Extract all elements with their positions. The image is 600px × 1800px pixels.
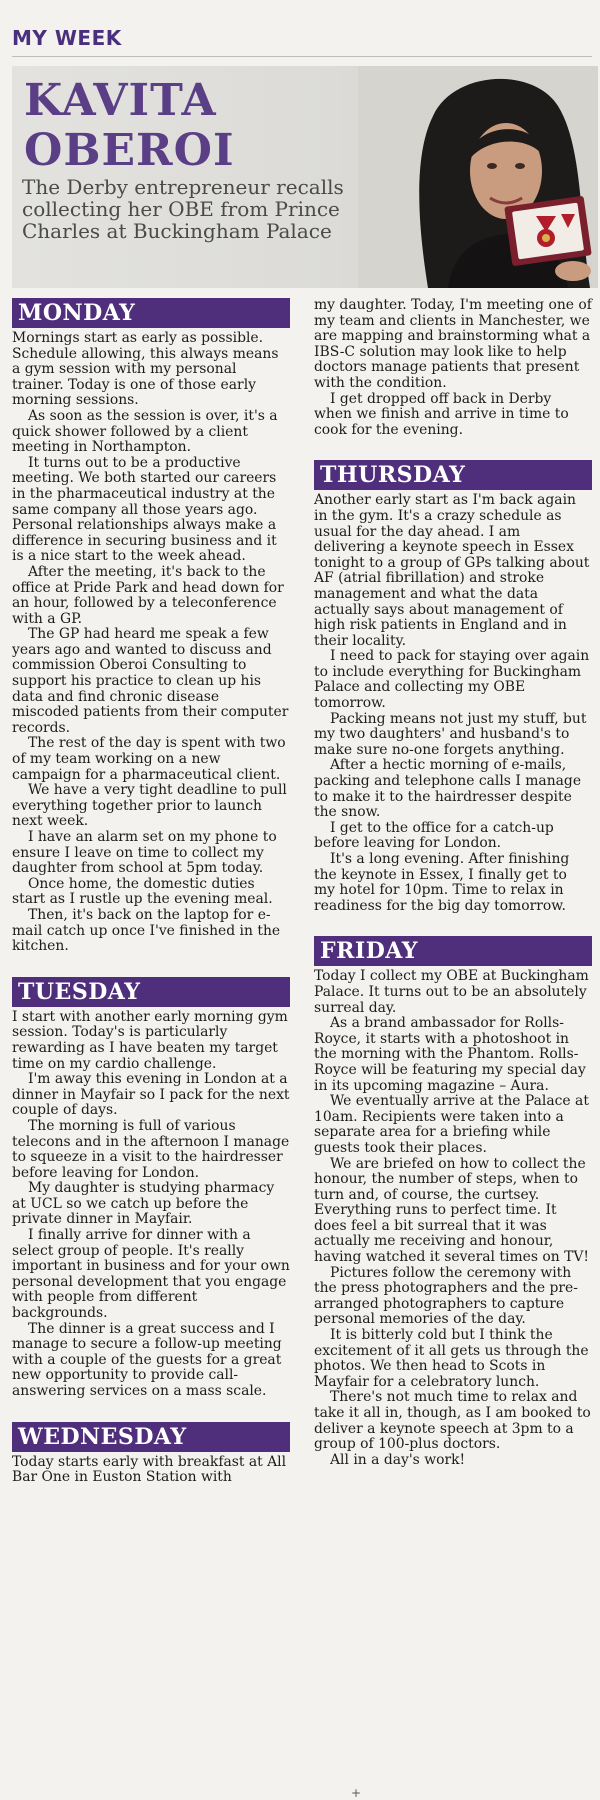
wednesday-paragraph: I get dropped off back in Derby when we finish and arrive in time to cook for the evening. [314, 390, 569, 438]
day-heading-wednesday: WEDNESDAY [12, 1422, 290, 1452]
friday-paragraph: As a brand ambassador for Rolls-Royce, it starts with a photoshoot in the morning with the Phantom. Rolls-Royce will be featuring my special day in its upcoming magazine – Aura. [314, 1015, 586, 1094]
hero-banner [12, 66, 598, 288]
friday-paragraph: Today I collect my OBE at Buckingham Palace. It turns out to be an absolutely surreal day. [314, 968, 589, 1016]
monday-paragraph: It turns out to be a productive meeting. We both started our careers in the pharmaceutical industry at the same company all those years ago. Personal relationships always make a difference in securing business and it is a nice start to the week ahead. [12, 454, 277, 565]
wednesday-paragraph-start: Today starts early with breakfast at All Bar One in Euston Station with [12, 1453, 287, 1486]
tuesday-paragraph: I start with another early morning gym session. Today's is particularly rewarding as I have beaten my target time on my cardio challenge. [12, 1008, 288, 1072]
monday-paragraph: The GP had heard me speak a few years ago and wanted to discuss and commission Oberoi Consulting to support his practice to clean up his data and find chronic disease miscoded patients from their computer records. [12, 626, 289, 736]
column-left [12, 298, 290, 1486]
thursday-paragraph: After a hectic morning of e-mails, packing and telephone calls I manage to make it to the hairdresser despite the snow. [314, 757, 582, 821]
monday-paragraph: The rest of the day is spent with two of my team working on a new campaign for a pharmaceutical client. [12, 735, 286, 783]
tuesday-paragraph: I'm away this evening in London at a dinner in Mayfair so I pack for the next couple of days. [12, 1071, 290, 1119]
day-heading-friday: FRIDAY [314, 936, 592, 966]
article-end-mark: + [351, 1786, 362, 1800]
friday-paragraph: We eventually arrive at the Palace at 10am. Recipients were taken into a separate area for a briefing while guests took their places. [314, 1093, 589, 1156]
monday-paragraph: Mornings start as early as possible. Schedule allowing, this always means a gym session with my personal trainer. Today is one of those early morning sessions. [12, 330, 279, 409]
thursday-paragraph: Packing means not just my stuff, but my two daughters' and husband's to make sure no-one forgets anything. [314, 710, 587, 758]
day-heading-monday: MONDAY [12, 298, 290, 328]
monday-paragraph: As soon as the session is over, it's a quick shower followed by a client meeting in Northampton. [12, 407, 278, 456]
day-heading-thursday: THURSDAY [314, 460, 592, 490]
headline-first-name: KAVITA [24, 75, 217, 126]
monday-paragraph: I have an alarm set on my phone to ensure I leave on time to collect my daughter from school at 5pm today. [12, 829, 277, 877]
day-heading-tuesday: TUESDAY [12, 977, 290, 1007]
tuesday-paragraph: I finally arrive for dinner with a select group of people. It's really important in business and for your own personal development that you engage with people from different backgrounds. [12, 1227, 290, 1322]
wednesday-paragraph-continued: my daughter. Today, I'm meeting one of my team and clients in Manchester, we are mapping and brainstorming what a IBS-C solution may look like to help doctors manage patients that present with the condition. [314, 297, 592, 391]
monday-paragraph: Once home, the domestic duties start as I rustle up the evening meal. [12, 875, 273, 908]
headline-name [24, 76, 235, 176]
friday-paragraph: We are briefed on how to collect the honour, the number of steps, when to turn and, of course, the curtsey. Everything runs to perfect time. It does feel a bit surreal that it was actually me receiving and honour, having watched it several times on TV! [314, 1155, 589, 1266]
monday-paragraph: Then, it's back on the laptop for e-mail catch up once I've finished in the kitchen. [12, 906, 281, 955]
portrait-photo [358, 66, 598, 288]
monday-paragraph: After the meeting, it's back to the office at Pride Park and head down for an hour, followed by a teleconference with a GP. [12, 563, 284, 627]
friday-paragraph: It is bitterly cold but I think the excitement of it all gets us through the photos. We then head to Scots in Mayfair for a celebratory lunch. [314, 1327, 589, 1390]
column-right [314, 298, 592, 1468]
thursday-paragraph: I get to the office for a catch-up before leaving for London. [314, 819, 554, 852]
monday-paragraph: We have a very tight deadline to pull everything together prior to launch next week. [12, 782, 287, 830]
tuesday-paragraph: My daughter is studying pharmacy at UCL so we catch up before the private dinner in Mayfair. [12, 1180, 275, 1228]
headline-last-name: OBEROI [24, 125, 235, 176]
thursday-paragraph: Another early start as I'm back again in the gym. It's a crazy schedule as usual for the day ahead. I am delivering a keynote speech in Essex tonight to a group of GPs talking about AF (atrial fibrillation) and stroke management and what the data actually says about management of high risk patients in England and in their locality. [314, 492, 590, 649]
tuesday-paragraph: The morning is full of various telecons and in the afternoon I manage to squeeze in a visit to the hairdresser before leaving for London. [12, 1117, 290, 1181]
friday-paragraph: Pictures follow the ceremony with the press photographers and the pre-arranged photographers to capture personal memories of the day. [314, 1264, 578, 1328]
standfirst: The Derby entrepreneur recalls collecting her OBE from Prince Charles at Buckingham Palace [22, 175, 344, 243]
friday-paragraph: All in a day's work! [330, 1451, 466, 1468]
section-kicker: MY WEEK [12, 26, 122, 50]
friday-paragraph: There's not much time to relax and take it all in, though, as I am booked to deliver a keynote speech at 3pm to a group of 100-plus doctors. [314, 1389, 591, 1453]
thursday-paragraph: It's a long evening. After finishing the keynote in Essex, I finally get to my hotel for 10pm. Time to relax in readiness for the big day tomorrow. [314, 851, 570, 914]
tuesday-paragraph: The dinner is a great success and I manage to secure a follow-up meeting with a couple of the guests for a great new opportunity to provide call-answering services on a mass scale. [12, 1320, 282, 1399]
thursday-paragraph: I need to pack for staying over again to include everything for Buckingham Palace and collecting my OBE tomorrow. [314, 648, 590, 712]
kicker-divider [12, 56, 592, 57]
